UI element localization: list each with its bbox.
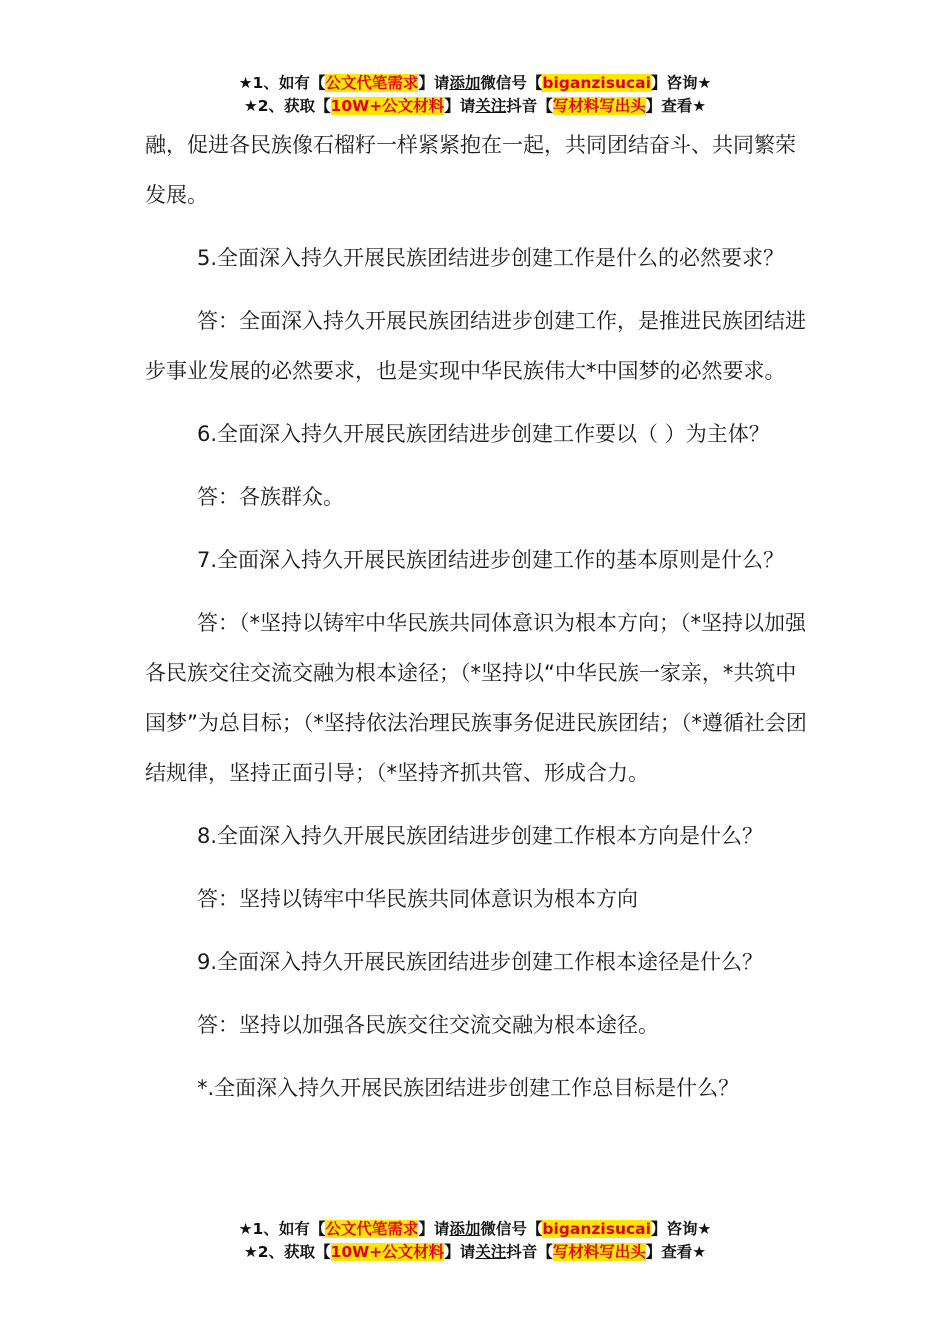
- banner-line-2: ★2、获取【10W+公文材料】请关注抖音【写材料写出头】查看★: [243, 97, 707, 115]
- answer-5: 答：全面深入持久开展民族团结进步创建工作，是推进民族团结进步事业发展的必然要求，也是实现中华民族伟大*中国梦的必然要求。: [145, 309, 806, 383]
- answer-6: 答：各族群众。: [197, 485, 344, 509]
- answer-8: 答：坚持以铸牢中华民族共同体意识为根本方向: [197, 887, 638, 911]
- question-10: *.全面深入持久开展民族团结进步创建工作总目标是什么？: [197, 1076, 740, 1100]
- highlight-wechat-id: biganzisucai: [542, 74, 651, 92]
- answer-9: 答：坚持以加强各民族交往交流交融为根本途径。: [197, 1013, 659, 1037]
- highlight-materials: 10W+公文材料: [330, 97, 445, 115]
- footer-banner-line-1: ★1、如有【公文代笔需求】请添加微信号【biganzisucai】咨询★: [238, 1220, 712, 1238]
- highlight-wechat-id: biganzisucai: [542, 1220, 651, 1238]
- question-5: 5.全面深入持久开展民族团结进步创建工作是什么的必然要求？: [197, 246, 785, 270]
- header-banner: [0, 72, 950, 118]
- question-7: 7.全面深入持久开展民族团结进步创建工作的基本原则是什么？: [197, 548, 785, 572]
- question-6: 6.全面深入持久开展民族团结进步创建工作要以（ ）为主体？: [197, 422, 770, 446]
- paragraph-continuation: 融，促进各民族像石榴籽一样紧紧抱在一起，共同团结奋斗、共同繁荣发展。: [145, 133, 796, 207]
- question-9: 9.全面深入持久开展民族团结进步创建工作根本途径是什么？: [197, 950, 764, 974]
- highlight-materials: 10W+公文材料: [330, 1243, 445, 1261]
- highlight-douyin: 写材料写出头: [552, 1243, 646, 1261]
- answer-7: 答：（*坚持以铸牢中华民族共同体意识为根本方向；（*坚持以加强各民族交往交流交融为根本途径；（*坚持以“中华民族一家亲，*共筑中国梦”为总目标；（*坚持依法治理民族事务促进民族团结；（*遵循社会团结规律，坚持正面引导；（*坚持齐抓共管、形成合力。: [145, 611, 807, 785]
- highlight-service: 公文代笔需求: [325, 1220, 419, 1238]
- highlight-service: 公文代笔需求: [325, 74, 419, 92]
- document-body: [145, 120, 810, 1126]
- footer-banner: [0, 1218, 950, 1264]
- highlight-douyin: 写材料写出头: [552, 97, 646, 115]
- banner-line-1: ★1、如有【公文代笔需求】请添加微信号【biganzisucai】咨询★: [238, 74, 712, 92]
- question-8: 8.全面深入持久开展民族团结进步创建工作根本方向是什么？: [197, 824, 764, 848]
- footer-banner-line-2: ★2、获取【10W+公文材料】请关注抖音【写材料写出头】查看★: [243, 1243, 707, 1261]
